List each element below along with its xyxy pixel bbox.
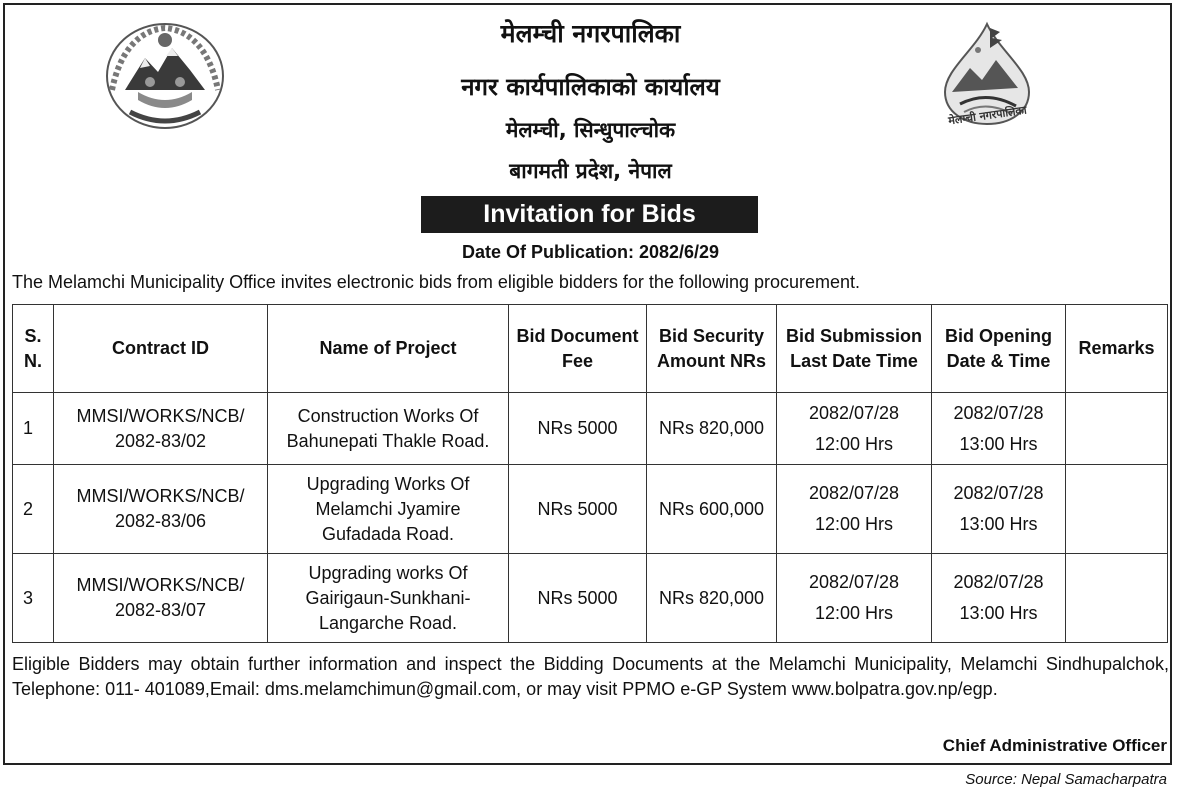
bids-table [12,304,1168,643]
header-opening: Bid Opening Date & Time [932,305,1066,393]
header-remarks: Remarks [1066,305,1168,393]
header-contract-id: Contract ID [54,305,268,393]
table-row [13,554,1168,643]
cell-project: Upgrading Works Of Melamchi Jyamire Gufadada Road. [268,465,509,554]
cell-security: NRs 600,000 [647,465,777,554]
cell-contract-id: MMSI/WORKS/NCB/ 2082-83/06 [54,465,268,554]
header-security: Bid Security Amount NRs [647,305,777,393]
footer-text: Eligible Bidders may obtain further information and inspect the Bidding Documents at the Melamchi Municipality, Melamchi Sindhupalchok, Telephone: 011- 401089,Email: dms.melamchimun@gmail.com, or may visit PPMO e-GP System www.bolpatra.gov.np/egp. [12,654,1169,699]
header-doc-fee: Bid Document Fee [509,305,647,393]
table-row [13,393,1168,465]
cell-sn: 1 [13,393,54,465]
cell-opening: 2082/07/28 13:00 Hrs [932,554,1066,643]
cell-remarks [1066,465,1168,554]
signatory: Chief Administrative Officer [942,736,1167,755]
cell-doc-fee: NRs 5000 [509,554,647,643]
right-logo-caption: मेलम्ची नगरपालिका [947,103,1028,128]
cell-opening: 2082/07/28 13:00 Hrs [932,393,1066,465]
cell-submission: 2082/07/28 12:00 Hrs [777,465,932,554]
table-row [13,465,1168,554]
cell-security: NRs 820,000 [647,554,777,643]
source-credit: Source: Nepal Samacharpatra [965,771,1167,788]
cell-contract-id: MMSI/WORKS/NCB/ 2082-83/07 [54,554,268,643]
cell-doc-fee: NRs 5000 [509,393,647,465]
cell-submission: 2082/07/28 12:00 Hrs [777,554,932,643]
publication-date: Date Of Publication: 2082/6/29 [461,242,720,262]
cell-project: Construction Works Of Bahunepati Thakle Road. [268,393,509,465]
cell-remarks [1066,393,1168,465]
municipality-name: मेलम्ची नगरपालिका [500,19,681,48]
office-location: मेलम्ची, सिन्धुपाल्चोक [505,118,676,142]
cell-submission: 2082/07/28 12:00 Hrs [777,393,932,465]
cell-doc-fee: NRs 5000 [509,465,647,554]
header-submission: Bid Submission Last Date Time [777,305,932,393]
cell-security: NRs 820,000 [647,393,777,465]
header-project: Name of Project [268,305,509,393]
cell-project: Upgrading works Of Gairigaun-Sunkhani- Langarche Road. [268,554,509,643]
intro-text: The Melamchi Municipality Office invites electronic bids from eligible bidders for the following procurement. [12,272,861,292]
notice-title: Invitation for Bids [421,196,758,233]
cell-remarks [1066,554,1168,643]
header-sn: S. N. [13,305,54,393]
province-name: बागमती प्रदेश, नेपाल [509,159,672,183]
cell-opening: 2082/07/28 13:00 Hrs [932,465,1066,554]
cell-sn: 2 [13,465,54,554]
cell-contract-id: MMSI/WORKS/NCB/ 2082-83/02 [54,393,268,465]
cell-sn: 3 [13,554,54,643]
office-name: नगर कार्यपालिकाको कार्यालय [461,73,720,101]
table-header-row [13,305,1168,393]
